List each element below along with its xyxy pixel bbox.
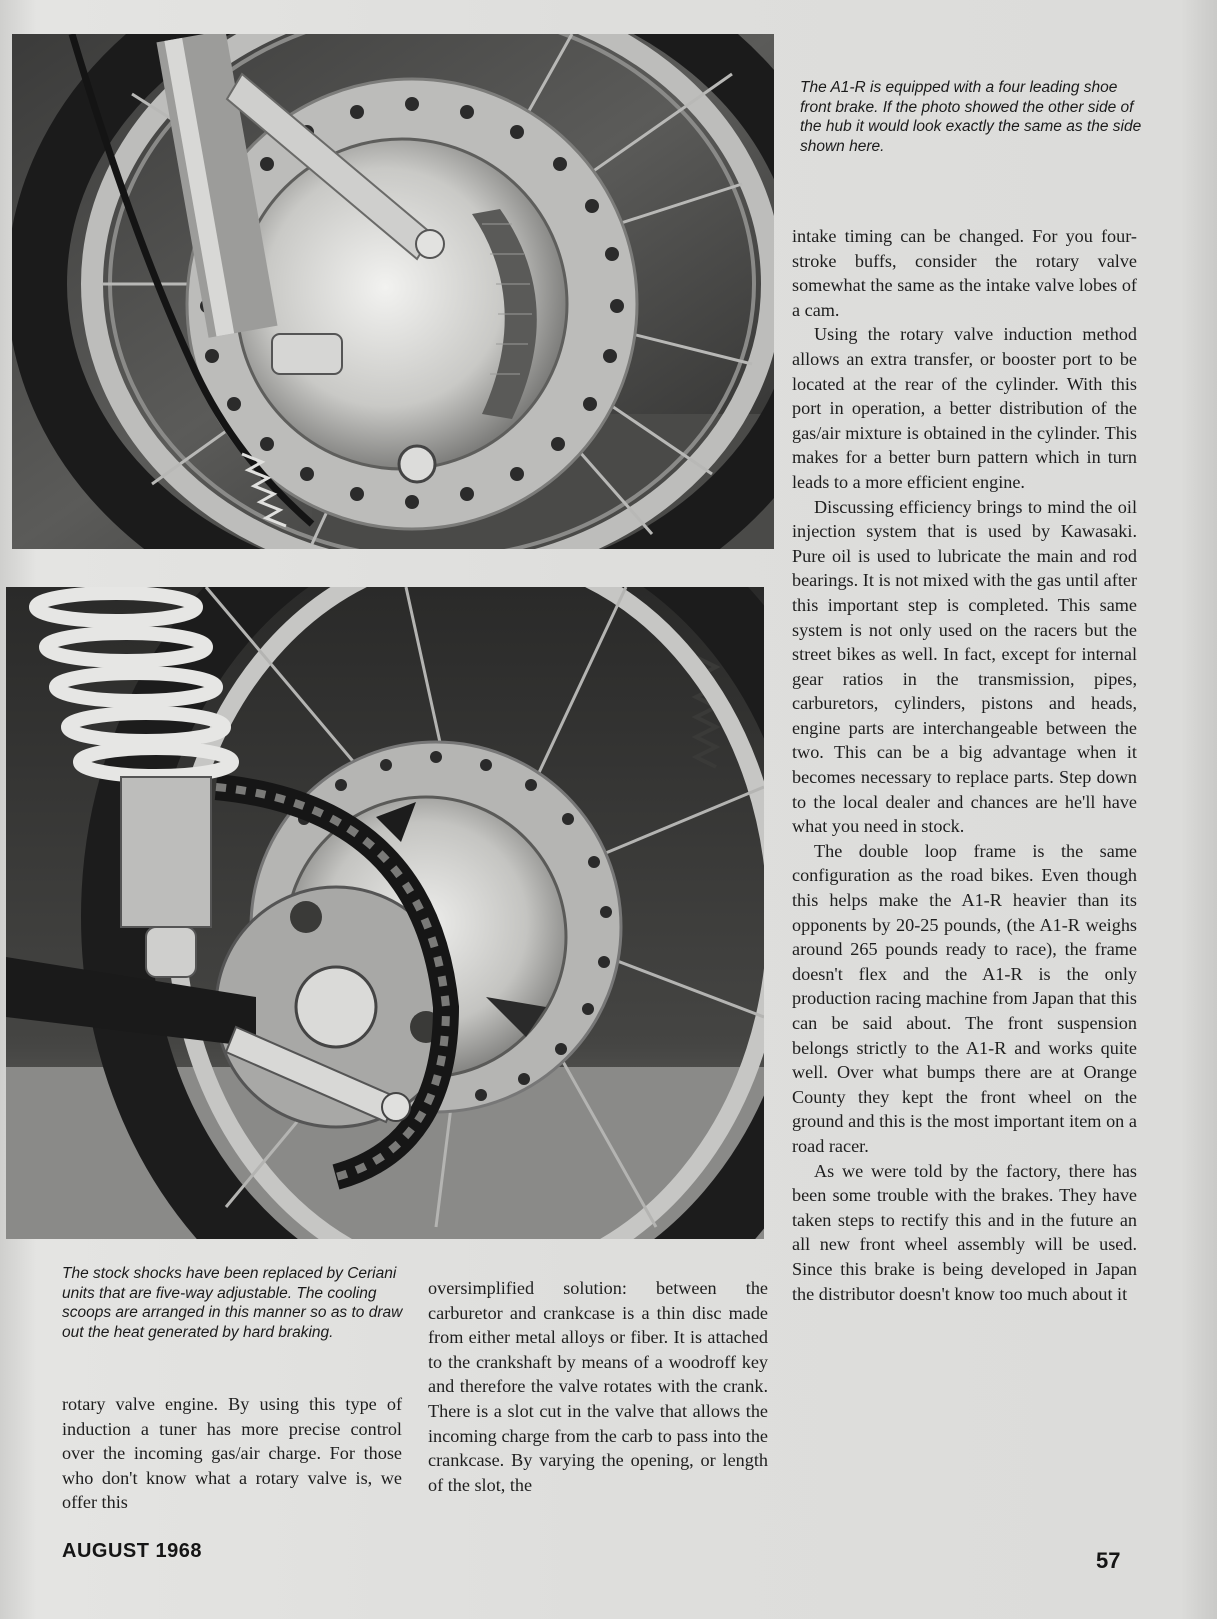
- left-column-text: rotary valve engine. By using this type of induction a tuner has more precise control over the incoming gas/air charge. For those who don't know what a rotary valve is, we offer this: [62, 1394, 402, 1513]
- front-brake-photo: [12, 34, 774, 549]
- rear-wheel-photo: [6, 587, 764, 1239]
- front-hub-illustration: [12, 34, 774, 549]
- article-middle-column: [428, 1276, 768, 1497]
- issue-date: AUGUST 1968: [62, 1540, 202, 1562]
- right-paragraph-4: The double loop frame is the same configuration as the road bikes. Even though this helps make the A1-R heavier than its opponents by 20-25 pounds, (the A1-R weighs around 265 pounds ready to race), the frame doesn't flex and the A1-R is the only production racing machine from Japan that this can be said about. The front suspension belongs strictly to the A1-R and works quite well. Over what bumps there are at Orange County they kept the front wheel on the ground and this is the most important item on a road racer.: [792, 840, 1137, 1156]
- front-brake-caption: The A1-R is equipped with a four leading shoe front brake. If the photo showed the other side of the hub it would look exactly the same as the side shown here.: [800, 79, 1142, 155]
- article-right-column: [792, 224, 1137, 1306]
- article-left-column: [62, 1392, 402, 1515]
- rear-hub-illustration: [6, 587, 764, 1239]
- right-paragraph-3: Discussing efficiency brings to mind the oil injection system that is used by Kawasaki. Pure oil is used to lubricate the main and rod bearings. It is not mixed with the gas until after this important step is completed. This same system is not only used on the racers but the street bikes as well. In fact, except for internal gear ratios in the transmission, pipes, carburetors, cylinders, pistons and heads, engine parts are interchangeable between the two. This can be a big advantage when it becomes necessary to replace parts. Step down to the local dealer and chances are he'll have what you need in stock.: [792, 496, 1137, 837]
- right-paragraph-5: As we were told by the factory, there has been some trouble with the brakes. They have taken steps to rectify this and in the future an all new front wheel assembly will be used. Since this brake is being developed in Japan the distributor doesn't know too much about it: [792, 1160, 1137, 1304]
- middle-column-text: oversimplified solution: between the carburetor and crankcase is a thin disc made from either metal alloys or fiber. It is attached to the crankshaft by means of a woodroff key and therefore the valve rotates with the crank. There is a slot cut in the valve that allows the incoming charge from the carb to pass into the crankcase. By varying the opening, or length of the slot, the: [428, 1278, 768, 1495]
- right-paragraph-1: intake timing can be changed. For you four-stroke buffs, consider the rotary valve somewhat the same as the intake valve lobes of a cam.: [792, 226, 1137, 320]
- page-number: 57: [1096, 1548, 1121, 1573]
- rear-shocks-caption: The stock shocks have been replaced by Ceriani units that are five-way adjustable. The cooling scoops are arranged in this manner so as to draw out the heat generated by hard braking.: [62, 1265, 403, 1341]
- right-paragraph-2: Using the rotary valve induction method allows an extra transfer, or booster port to be located at the rear of the cylinder. With this port in operation, a better distribution of the gas/air mixture is obtained in the cylinder. This makes for a better burn pattern which in turn leads to a more efficient engine.: [792, 324, 1137, 492]
